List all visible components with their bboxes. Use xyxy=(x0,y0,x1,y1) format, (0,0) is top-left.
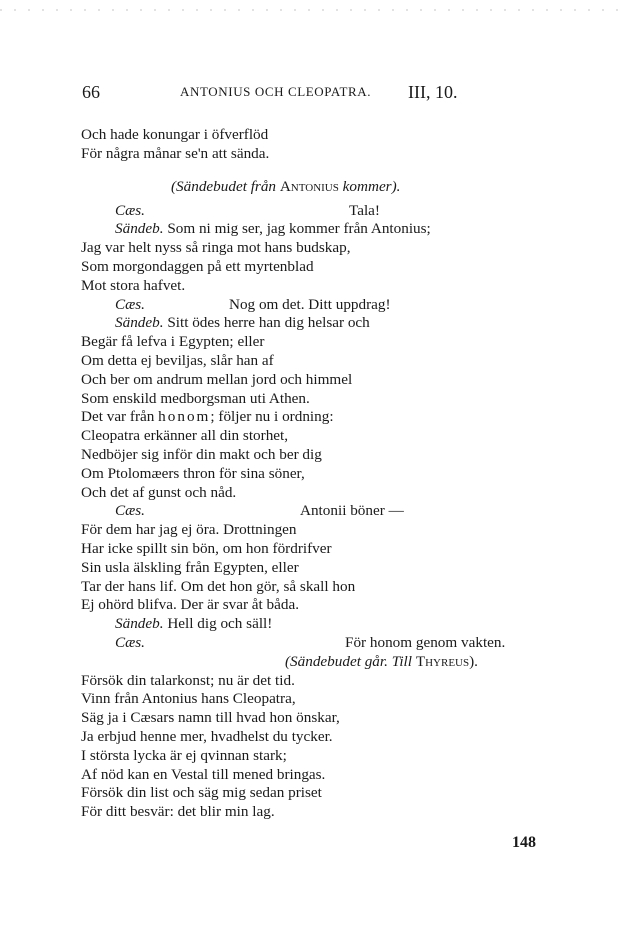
dialogue-line xyxy=(81,634,551,653)
character-name: Thyreus xyxy=(415,652,470,670)
page-number: 66 xyxy=(82,82,100,102)
speaker-name: Sändeb. xyxy=(115,314,164,332)
verse-line: Försök din list och säg mig sedan priset xyxy=(81,784,322,802)
dialogue-line xyxy=(81,615,551,634)
verse-line: Ej ohörd blifva. Der är svar åt båda. xyxy=(81,596,300,614)
dialogue-line xyxy=(81,314,551,333)
scan-artifact xyxy=(0,9,624,11)
verse-line: I största lycka är ej qvinnan stark; xyxy=(81,746,287,764)
dialogue-line xyxy=(81,220,551,239)
verse-line: Mot stora hafvet. xyxy=(81,276,186,294)
signature-mark: 148 xyxy=(512,834,536,851)
line-text: Hell dig och säll! xyxy=(163,615,273,633)
verse-line: Om Ptolomæers thron för sina söner, xyxy=(81,464,305,482)
line-text: För honom genom vakten. xyxy=(345,633,506,651)
line-text: Nog om det. Ditt uppdrag! xyxy=(229,295,391,313)
speaker-name: Sändeb. xyxy=(115,615,164,633)
verse-line: Och det af gunst och nåd. xyxy=(81,483,237,501)
dialogue-line xyxy=(81,502,551,521)
line-text: Som ni mig ser, jag kommer från Antonius; xyxy=(163,220,431,238)
page-header xyxy=(82,82,482,106)
verse-line: Säg ja i Cæsars namn till hvad hon önskar, xyxy=(81,709,340,727)
verse-line: För dem har jag ej öra. Drottningen xyxy=(81,521,297,539)
verse-line: Om detta ej beviljas, slår han af xyxy=(81,351,274,369)
stage-direction: (Sändebudet från Antonius kommer). xyxy=(171,177,401,195)
verse-line: Sin usla älskling från Egypten, eller xyxy=(81,558,299,576)
verse-line: Tar der hans lif. Om det hon gör, så skall hon xyxy=(81,577,356,595)
verse-line: För några månar se'n att sända. xyxy=(81,144,270,162)
verse-line: Som enskild medborgsman uti Athen. xyxy=(81,389,310,407)
verse-line: Och ber om andrum mellan jord och himmel xyxy=(81,370,353,388)
verse-line: Jag var helt nyss så ringa mot hans budskap, xyxy=(81,239,351,257)
act-scene-reference: III, 10. xyxy=(408,82,458,102)
line-text: Sitt ödes herre han dig helsar och xyxy=(163,314,370,332)
speaker-name: Cæs. xyxy=(115,295,145,313)
dialogue-line xyxy=(81,296,551,315)
speaker-name: Cæs. xyxy=(115,201,145,219)
verse-line: Försök din talarkonst; nu är det tid. xyxy=(81,671,295,689)
verse-line: Och hade konungar i öfverflöd xyxy=(81,126,269,143)
verse-line: Af nöd kan en Vestal till mened bringas. xyxy=(81,765,326,783)
running-title: ANTONIUS OCH CLEOPATRA. xyxy=(180,84,372,99)
verse-line: Vinn från Antonius hans Cleopatra, xyxy=(81,690,296,708)
verse-line: Som morgondaggen på ett myrtenblad xyxy=(81,257,314,275)
verse-line: Det var från honom; följer nu i ordning: xyxy=(81,408,334,426)
line-text: Tala! xyxy=(349,201,380,219)
verse-text xyxy=(81,126,551,822)
verse-line: Cleopatra erkänner all din storhet, xyxy=(81,427,289,445)
verse-line: Ja erbjud henne mer, hvadhelst du tycker. xyxy=(81,727,333,745)
character-name: Antonius xyxy=(279,177,339,195)
verse-line: För ditt besvär: det blir min lag. xyxy=(81,803,275,821)
speaker-name: Cæs. xyxy=(115,633,145,651)
line-text: Antonii böner — xyxy=(300,502,404,520)
emphasized-word: honom xyxy=(158,408,211,426)
verse-line: Har icke spillt sin bön, om hon fördrifver xyxy=(81,539,332,557)
stage-direction: (Sändebudet går. Till Thyreus). xyxy=(285,652,478,670)
verse-line: Begär få lefva i Egypten; eller xyxy=(81,333,265,351)
dialogue-line xyxy=(81,202,551,221)
speaker-name: Sändeb. xyxy=(115,220,164,238)
verse-line: Nedböjer sig inför din makt och ber dig xyxy=(81,445,322,463)
speaker-name: Cæs. xyxy=(115,502,145,520)
